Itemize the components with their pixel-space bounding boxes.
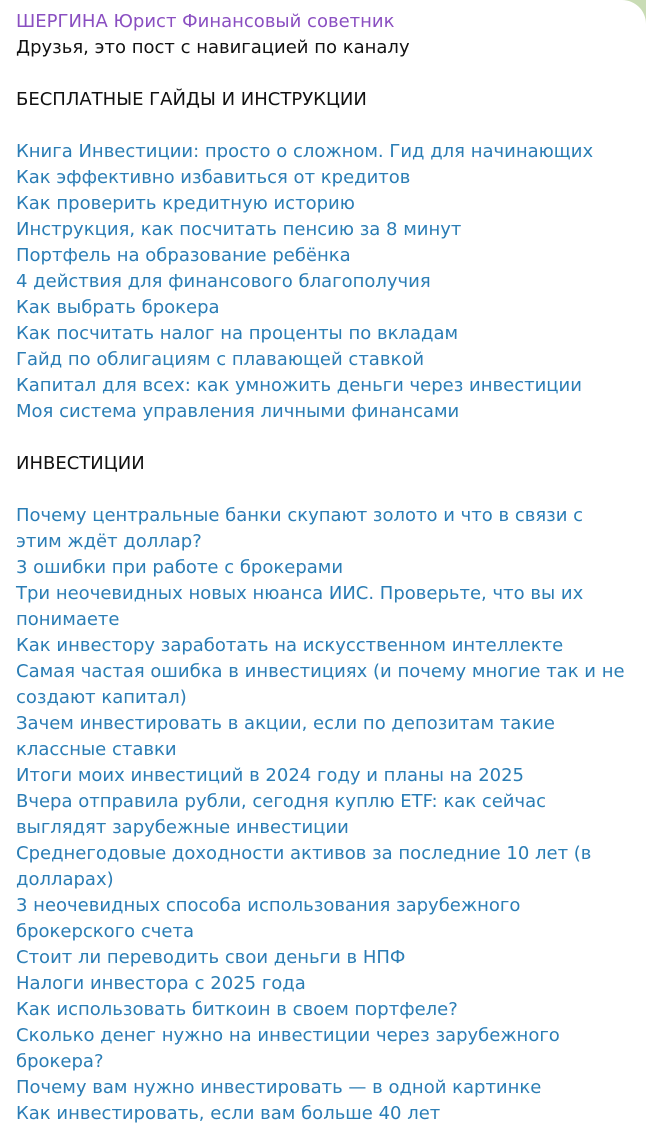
- link-item[interactable]: Среднегодовые доходности активов за последние 10 лет (в долларах): [16, 843, 592, 890]
- guides-link-list: [16, 139, 646, 425]
- link-item[interactable]: Книга Инвестиции: просто о сложном. Гид для начинающих: [16, 141, 594, 162]
- link-item[interactable]: Как проверить кредитную историю: [16, 193, 355, 214]
- link-item[interactable]: Самая частая ошибка в инвестициях (и почему многие так и не создают капитал): [16, 661, 625, 708]
- link-item[interactable]: Налоги инвестора с 2025 года: [16, 973, 306, 994]
- link-item[interactable]: Как выбрать брокера: [16, 297, 220, 318]
- link-item[interactable]: Капитал для всех: как умножить деньги через инвестиции: [16, 375, 582, 396]
- link-item[interactable]: Как инвестору заработать на искусственном интеллекте: [16, 635, 564, 656]
- link-item[interactable]: Вчера отправила рубли, сегодня куплю ETF: как сейчас выглядят зарубежные инвестиции: [16, 791, 547, 838]
- link-item[interactable]: Моя система управления личными финансами: [16, 401, 460, 422]
- link-item[interactable]: Как посчитать налог на проценты по вкладам: [16, 323, 459, 344]
- link-item[interactable]: Итоги моих инвестиций в 2024 году и планы на 2025: [16, 765, 525, 786]
- post-intro-text: Друзья, это пост с навигацией по каналу: [16, 37, 410, 58]
- link-item[interactable]: Стоит ли переводить свои деньги в НПФ: [16, 947, 406, 968]
- link-item[interactable]: Как эффективно избавиться от кредитов: [16, 167, 411, 188]
- link-item[interactable]: Почему вам нужно инвестировать — в одной картинке: [16, 1077, 542, 1098]
- link-item[interactable]: Портфель на образование ребёнка: [16, 245, 351, 266]
- link-item[interactable]: Три неочевидных новых нюанса ИИС. Проверьте, что вы их понимаете: [16, 583, 584, 630]
- section-title-guides: БЕСПЛАТНЫЕ ГАЙДЫ И ИНСТРУКЦИИ: [16, 89, 367, 110]
- channel-author-name[interactable]: ШЕРГИНА Юрист Финансовый советник: [16, 11, 395, 32]
- link-item[interactable]: 3 неочевидных способа использования зарубежного брокерского счета: [16, 895, 521, 942]
- link-item[interactable]: 3 ошибки при работе с брокерами: [16, 557, 344, 578]
- link-item[interactable]: Как инвестировать, если вам больше 40 лет: [16, 1103, 441, 1124]
- section-title-investments: ИНВЕСТИЦИИ: [16, 453, 145, 474]
- link-item[interactable]: Сколько денег нужно на инвестиции через зарубежного брокера?: [16, 1025, 560, 1072]
- link-item[interactable]: Как использовать биткоин в своем портфеле?: [16, 999, 458, 1020]
- link-item[interactable]: Гайд по облигациям с плавающей ставкой: [16, 349, 425, 370]
- link-item[interactable]: Инструкция, как посчитать пенсию за 8 минут: [16, 219, 462, 240]
- investments-link-list: [16, 503, 646, 1127]
- link-item[interactable]: 4 действия для финансового благополучия: [16, 271, 431, 292]
- link-item[interactable]: Зачем инвестировать в акции, если по депозитам такие классные ставки: [16, 713, 555, 760]
- link-item[interactable]: Почему центральные банки скупают золото и что в связи с этим ждёт доллар?: [16, 505, 584, 552]
